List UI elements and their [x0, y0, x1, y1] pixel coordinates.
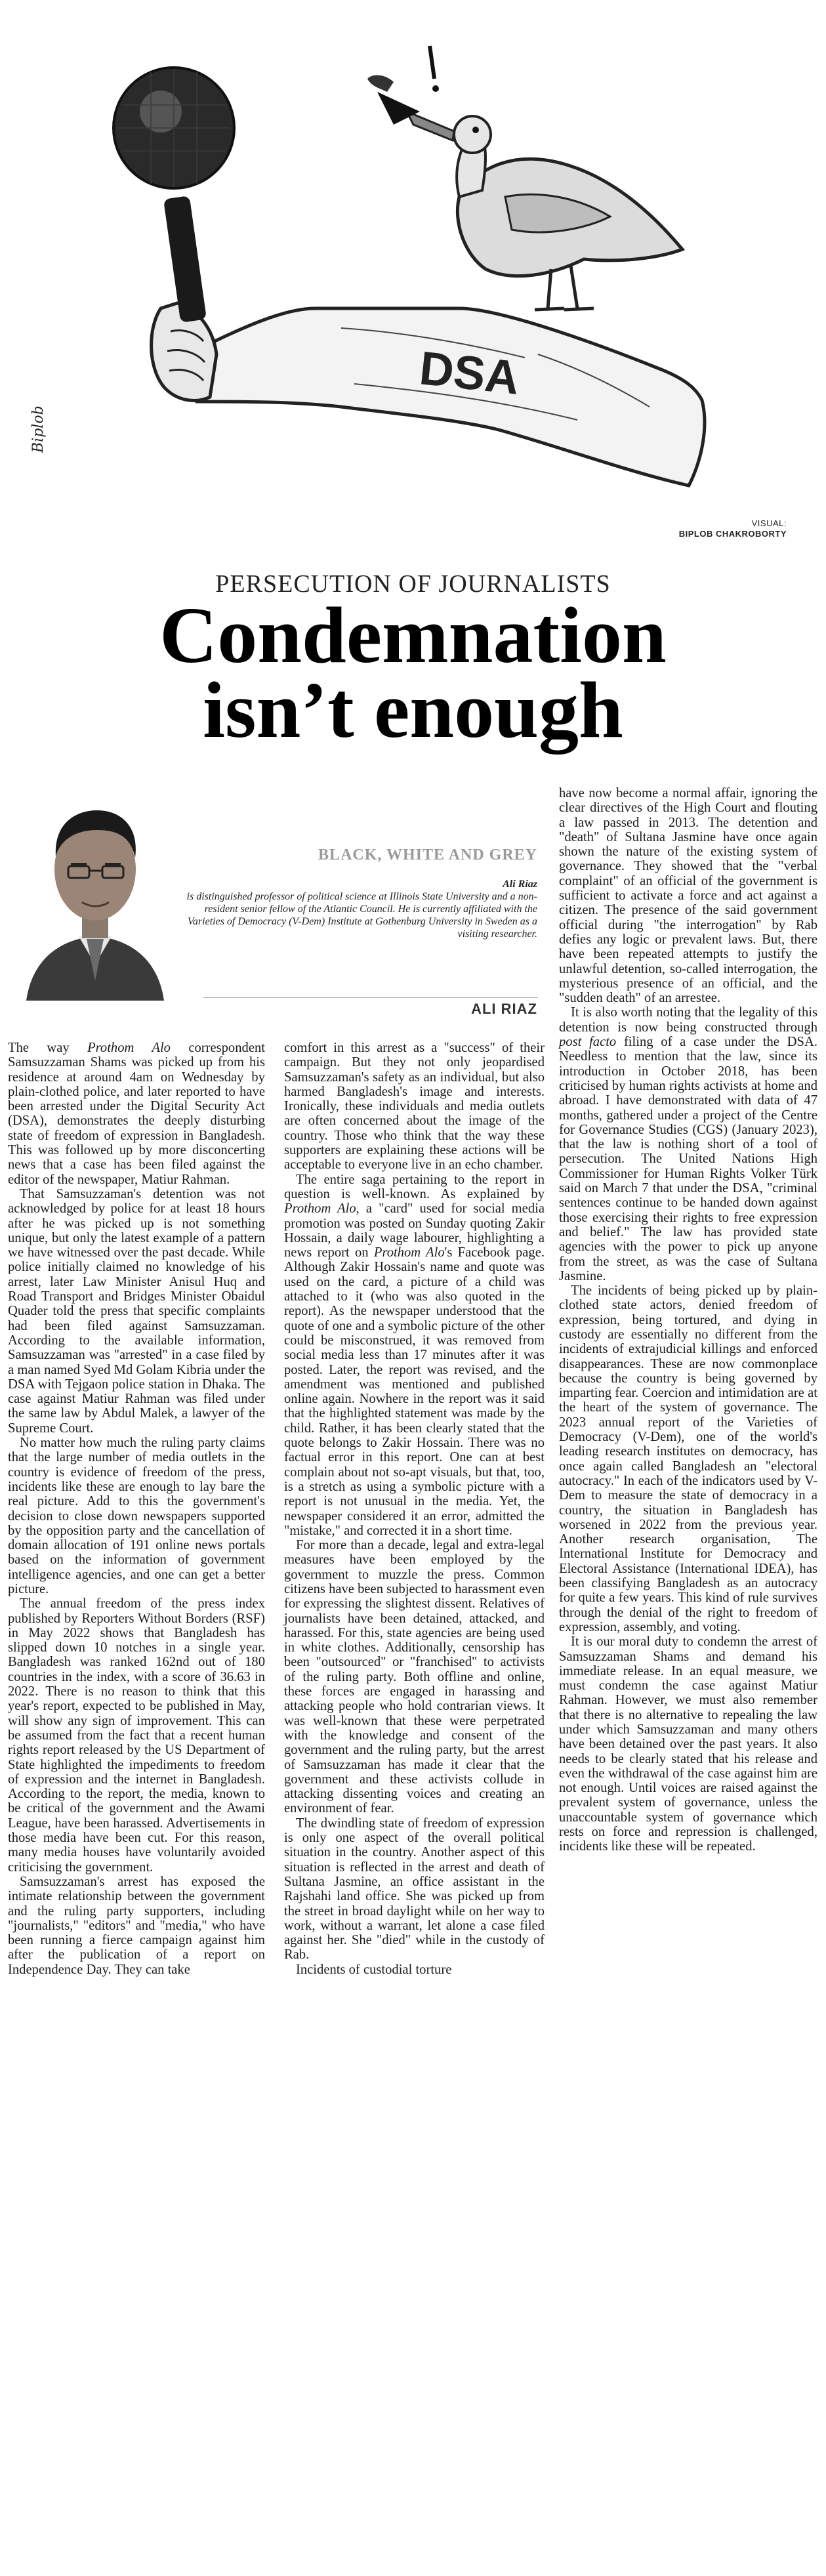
author-bio-text: is distinguished professor of political science at Illinois State University and a non-resident senior fellow of the Atlantic Council. He is currently affiliated with the Varieties of Democracy (V-Dem) Institute at Gothenburg University in Sweden as a visiting researcher. [186, 891, 537, 940]
author-bio-name: Ali Riaz [503, 879, 537, 890]
cartoon-drawing [0, 0, 826, 518]
column-name: BLACK, WHITE AND GREY [318, 846, 537, 863]
paragraph-text: It is also worth noting that the legality of this detention is now being constructed through [559, 1005, 817, 1035]
paragraph-text: , a "card" used for social media promotion was posted on Sunday quoting Zakir Hossain, a daily wage labourer, highlighting a news report on [284, 1201, 545, 1260]
publication-name: Prothom Alo [373, 1245, 445, 1260]
paragraph: The dwindling state of freedom of expression is only one aspect of the overall political situation in the country. Another aspect of this situation is reflected in the arrest and death of Sultana Jasmine, an office assistant in the Rajshahi land office. She was picked up from the street in broad daylight while on her way to work, without a warrant, let alone a case filed against her. She "died" while in the custody of Rab. [284, 1816, 545, 1963]
author-photo [13, 784, 177, 1001]
headline [0, 591, 826, 755]
paragraph-text: 's Facebook page. Although Zakir Hossain's name and quote was used on the card, a picture of a child was attached to it (who was also quoted in the report). As the newspaper understood that the quote of one and a symbolic picture of the other could be misconstrued, it was removed from social media less than 17 minutes after it was posted. Later, the report was revised, and the amendment was mentioned and published online again. Nowhere in the report was it said that the highlighted statement was made by the child. Rather, it has been clearly stated that the quote belongs to Zakir Hossain. There was no factual error in this report. One can at best complain about not so-apt visuals, but that, too, is a stretch as using a symbolic picture with a report is not unusual in the media. Yet, the newspaper considered it an error, admitted the "mistake," and corrected it in a short time. [284, 1245, 545, 1538]
italic-phrase: post facto [559, 1035, 617, 1050]
paragraph-text: filing of a case under the DSA. Needless to mention that the law, since its introduction in October 2018, has been criticised by human rights activists at home and abroad. I have demonstrated with data of 47 months, gathered under a project of the Centre for Governance Studies (CGS) (January 2023), that the law is nothing short of a tool of persecution. The United Nations High Commissioner for Human Rights Volker Türk said on March 7 that under the DSA, "criminal sentences continue to be handed down against those exercising their rights to free expression and belief." The law has provided state agencies with the power to pick up anyone from the street, as was the case of Sultana Jasmine. [559, 1035, 818, 1283]
byline: ALI RIAZ [471, 1001, 537, 1017]
headline-line-1: Condemnation [159, 591, 667, 680]
paragraph-text: correspondent Samsuzzaman Shams was picked up from his residence at around 4am on Wednesday by plain-clothed police, and later reported to have been arrested under the Digital Security Act (DSA), demonstrates the deeply disturbing state of freedom of expression in Bangladesh. This was followed up by more disconcerting news that a case has been filed against the editor of the newspaper, Matiur Rahman. [8, 1041, 265, 1187]
paragraph: No matter how much the ruling party claims that the large number of media outlets in the country is evidence of freedom of the press, incidents like these are enough to lay bare the real picture. Add to this the government's decision to close down newspapers supported by the opposition party and the cancellation of domain allocation of 191 online news portals based on the information of government intelligence agencies, and one can get a better picture. [8, 1436, 265, 1596]
article-column-2 [284, 1041, 545, 2569]
paragraph [8, 1041, 265, 1187]
paragraph: Samsuzzaman's arrest has exposed the intimate relationship between the government and the ruling party supporters, including "journalists," "editors" and "media," who have been running a fierce campaign against him after the publication of a report on Independence Day. They can take [8, 1874, 265, 1977]
publication-name: Prothom Alo [87, 1041, 171, 1055]
paragraph-text: The entire saga pertaining to the report in question is well-known. As explained by [284, 1172, 545, 1201]
author-divider [203, 997, 538, 998]
paragraph: The incidents of being picked up by plain-clothed state actors, denied freedom of expression, being tortured, and dying in custody are essentially no different from the incidents of extrajudicial killings and enforced disappearances. These are now commonplace because the country is being governed by imparting fear. Coercion and intimidation are at the heart of the system of governance. The 2023 annual report of the Varieties of Democracy (V-Dem), one of the world's leading research institutes on democracy, has once again called Bangladesh an "electoral autocracy." In each of the indicators used by V-Dem to measure the state of democracy in a country, the situation in Bangladesh has worsened in 2022 from the previous year. Another research organisation, The International Institute for Democracy and Electoral Assistance (International IDEA), has been classifying Bangladesh as an autocracy for quite a few years. This kind of rule survives through the denial of the right to freedom of expression, assembly, and voting. [559, 1283, 817, 1634]
article-column-1 [8, 1041, 265, 2569]
paragraph [559, 1005, 817, 1283]
visual-credit [679, 518, 787, 539]
cartoon-illustration [0, 0, 826, 518]
author-portrait-drawing [13, 784, 177, 1001]
headline-line-2: isn’t enough [203, 666, 623, 755]
author-bio [183, 878, 537, 940]
paragraph: Incidents of custodial torture [296, 1962, 452, 1977]
bird-beak [407, 112, 454, 140]
paragraph: comfort in this arrest as a "success" of their campaign. But they not only jeopardised Samsuzzaman's safety as an individual, but also harmed Bangladesh's image and interests. Ironically, these individuals and media outlets are often concerned about the image of the country. Those who think that the way these supporters are explaining these actions will be acceptable to everyone live in an echo chamber. [284, 1041, 545, 1173]
paragraph: have now become a normal affair, ignoring the clear directives of the High Court and flouting a law passed in 2013. The detention and "death" of Sultana Jasmine have once again shown the nature of the existing system of governance. They showed that the "verbal complaint" of an official of the government is sufficient to activate a force and act against a citizen. The presence of the said government official during "the interrogation" by Rab defies any logic or prevalent laws. But, there have been repeated attempts to justify the unlawful detention, so-called interrogation, the mysterious presence of an official, and the "sudden death" of an arrestee. [559, 786, 817, 1006]
kicker: PERSECUTION OF JOURNALISTS [215, 570, 611, 598]
bird-head [454, 116, 491, 153]
microphone-handle [163, 196, 207, 323]
exclamation-mark [430, 46, 434, 79]
paragraph: For more than a decade, legal and extra-legal measures have been employed by the government to muzzle the press. Common citizens have been subjected to harassment even for expressing the slightest dissent. Relatives of journalists have been detained, attacked, and harassed. For this, state agencies are being used in white clothes. Additionally, censorship has been "outsourced" or "franchised" to activists of the ruling party. Both offline and online, these forces are engaged in harassing and attacking people who hold contrarian views. It was well-known that these were perpetrated with the knowledge and consent of the government and the ruling party, but the arrest of Samsuzzaman has made it clear that the government and these activists collude in attacking dissenting voices and creating an environment of fear. [284, 1538, 545, 1816]
sleeve-label: DSA [417, 342, 522, 405]
paragraph: That Samsuzzaman's detention was not acknowledged by police for at least 18 hours after he was picked up is not something unique, but only the latest example of a pattern we have witnessed over the past decade. While police initially claimed no knowledge of his arrest, later Law Minister Anisul Huq and Road Transport and Bridges Minister Obaidul Quader told the press that specific complaints had been filed against Samsuzzaman. According to the available information, Samsuzzaman was "arrested" in a case filed by a man named Syed Md Golam Kibria under the DSA with Tejgaon police station in Dhaka. The case against Matiur Rahman was filed under the same law by Abdul Malek, a lawyer of the Supreme Court. [8, 1186, 265, 1436]
visual-credit-artist: BIPLOB CHAKROBORTY [678, 529, 787, 539]
article-column-3 [559, 786, 817, 2571]
paragraph: It is our moral duty to condemn the arrest of Samsuzzaman Shams and demand his immediate release. In an equal measure, we must condemn the case against Matiur Rahman. However, we must also remember that there is no alternative to repealing the law under which Samsuzzaman and many others have been detained over the past years. It also needs to be clearly stated that his release and even the withdrawal of the case against him are not enough. Until voices are raised against the prevalent system of governance, unless the unaccountable system of governance which rests on force and repression is challenged, incidents like these will be repeated. [559, 1634, 817, 1854]
artist-signature: Biplob [30, 405, 47, 453]
paragraph-text: The way [8, 1041, 88, 1055]
publication-name: Prothom Alo [284, 1201, 356, 1216]
paragraph [284, 1173, 545, 1538]
paragraph: The annual freedom of the press index published by Reporters Without Borders (RSF) in May 2022 shows that Bangladesh has slipped down 10 notches in a single year. Bangladesh was ranked 162nd out of 180 countries in the index, with a score of 36.63 in 2022. There is no reason to think that this year's report, expected to be published in May, will show any sign of improvement. This can be assumed from the fact that a recent human rights report released by the US Department of State highlighted the impediments to freedom of expression and the internet in Bangladesh. According to the report, the media, known to be critical of the government and the Awami League, have been harassed. Advertisements in those media have been cut. For this reason, many media houses have voluntarily avoided criticising the government. [8, 1596, 265, 1875]
visual-credit-label: VISUAL: [751, 518, 787, 528]
